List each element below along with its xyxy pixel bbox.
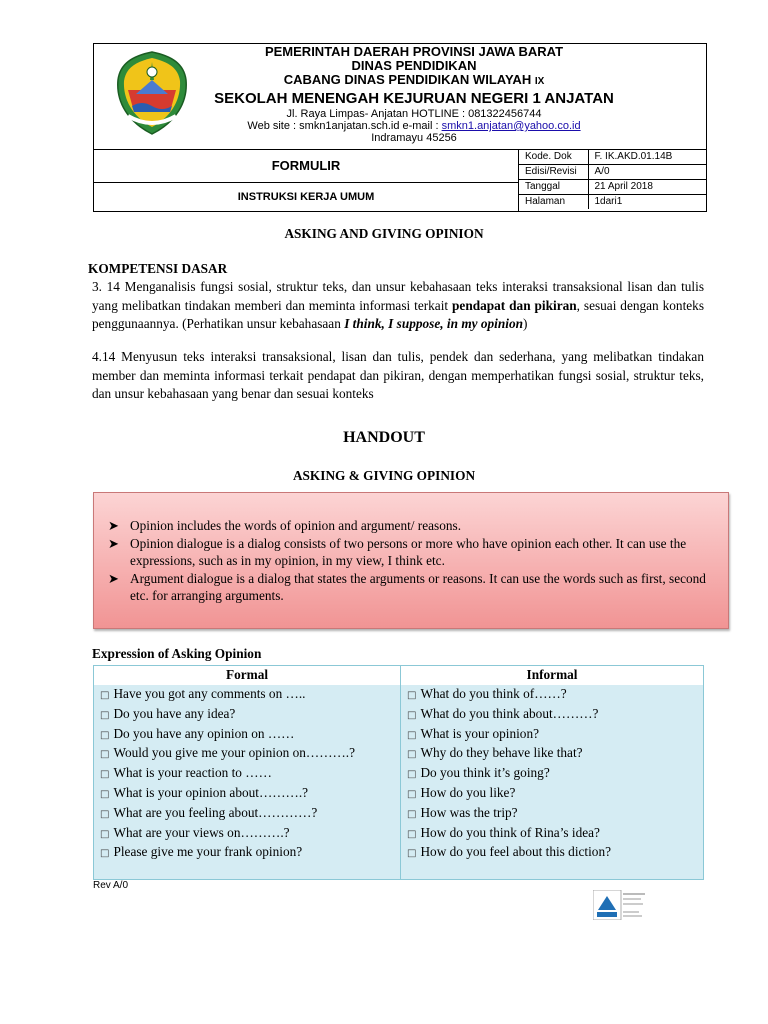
checkbox-glyph-icon: □: [407, 749, 417, 761]
handout-title: HANDOUT: [343, 429, 425, 446]
table-row: [407, 705, 611, 725]
kd-paragraph-2: 4.14 Menyusun teks interaksi transaksional, lisan dan tulis, pendek dan sederhana, yang melibatkan tindakan member dan meminta informasi terkait pendapat dan pikiran, dengan memperhatikan fungsi sosial, struktur teks, dan unsur kebahasaan yang benar dan sesuai konteks: [92, 349, 704, 401]
document-header: [93, 43, 707, 212]
checkbox-glyph-icon: □: [407, 848, 417, 860]
meta-row: [519, 194, 706, 209]
school-city: Indramayu 45256: [371, 132, 457, 144]
form-type-label: FORMULIR: [94, 149, 519, 183]
checkbox-glyph-icon: □: [407, 788, 417, 800]
table-row: [100, 784, 355, 804]
table-row: [407, 784, 611, 804]
informal-expression: Do you think it’s going?: [420, 765, 550, 781]
gov-line-2: DINAS PENDIDIKAN: [351, 58, 477, 73]
checkbox-glyph-icon: □: [407, 828, 417, 840]
table-header: [94, 666, 703, 686]
informal-expression: How was the trip?: [420, 804, 518, 820]
kd1-text-c: , sesuai dengan konteks penggunaannya. (Perhatikan unsur kebahasaan: [92, 297, 704, 331]
checkbox-glyph-icon: □: [100, 848, 110, 860]
table-body: [94, 685, 703, 879]
list-item: [104, 517, 709, 535]
document-title: ASKING AND GIVING OPINION: [284, 226, 484, 241]
west-java-emblem-icon: [114, 50, 190, 136]
gov-line-3-suffix: IX: [534, 76, 545, 87]
column-divider: [400, 666, 401, 685]
meta-row: [519, 164, 706, 179]
checkbox-glyph-icon: □: [100, 709, 110, 721]
checkbox-glyph-icon: □: [407, 690, 417, 701]
checkbox-glyph-icon: □: [100, 749, 110, 761]
formal-expression: Please give me your frank opinion?: [113, 844, 303, 860]
formal-expression: What is your reaction to ……: [113, 765, 272, 781]
list-item: [104, 570, 709, 605]
checkbox-glyph-icon: □: [100, 788, 110, 800]
informal-expression: How do you like?: [420, 784, 516, 800]
definitions-box: [93, 492, 729, 629]
table-row: [100, 843, 355, 863]
table-row: [407, 725, 611, 745]
kd1-emphasis: I think, I suppose, in my opinion: [344, 316, 524, 331]
meta-key: Edisi/Revisi: [519, 164, 588, 179]
table-row: [407, 685, 611, 705]
bullet-text: Opinion includes the words of opinion and argument/ reasons.: [130, 518, 462, 533]
formal-expression: Would you give me your opinion on……….?: [113, 745, 356, 761]
formal-expression: Have you got any comments on …..: [113, 686, 306, 701]
handout-subtitle: ASKING & GIVING OPINION: [292, 468, 476, 483]
revision-label: Rev A/0: [93, 880, 129, 891]
gov-line-3-text: CABANG DINAS PENDIDIKAN WILAYAH: [283, 72, 532, 87]
table-row: [407, 843, 611, 863]
meta-value: 1dari1: [594, 196, 623, 208]
checkbox-glyph-icon: □: [407, 709, 417, 721]
bullet-text: Opinion dialogue is a dialog consists of two persons or more who have opinion each other. It can use the expressions, such as in my opinion, in my view, I think etc.: [130, 535, 687, 568]
table-row: [100, 744, 355, 764]
informal-expression: What do you think of……?: [420, 686, 567, 701]
formal-expression: What are your views on……….?: [113, 824, 290, 840]
checkbox-glyph-icon: □: [100, 729, 110, 741]
formal-expression: Do you have any idea?: [113, 705, 236, 721]
informal-column-header: Informal: [526, 667, 578, 682]
column-divider: [400, 685, 401, 879]
table-row: [407, 824, 611, 844]
table-row: [407, 764, 611, 784]
table-row: [407, 744, 611, 764]
gov-line-3: [204, 73, 624, 89]
meta-value: A/0: [588, 164, 706, 179]
instruction-label: INSTRUKSI KERJA UMUM: [94, 183, 519, 211]
formal-column: [100, 685, 355, 863]
expressions-table: [93, 665, 704, 880]
meta-key: Kode. Dok: [519, 149, 588, 164]
email-link[interactable]: smkn1.anjatan@yahoo.co.id: [441, 120, 581, 132]
formal-column-header: Formal: [225, 667, 269, 682]
meta-row: [519, 149, 706, 164]
institution-block: [204, 44, 624, 144]
arrow-bullet-icon: ➤: [108, 535, 119, 551]
table-row: [100, 824, 355, 844]
formal-expression: What is your opinion about……….?: [113, 784, 309, 800]
informal-column: [407, 685, 611, 863]
kd-paragraph-1: [92, 278, 704, 334]
formal-expression: What are you feeling about…………?: [113, 804, 318, 820]
header-top: [94, 44, 706, 150]
informal-expression: Why do they behave like that?: [420, 745, 583, 761]
table-row: [100, 685, 355, 705]
doc-meta-table: [519, 149, 706, 209]
school-name: SEKOLAH MENENGAH KEJURUAN NEGERI 1 ANJATAN: [214, 90, 614, 107]
informal-expression: How do you think of Rina’s idea?: [420, 824, 600, 840]
kd-heading: KOMPETENSI DASAR: [88, 261, 228, 276]
informal-expression: How do you feel about this diction?: [420, 844, 612, 860]
arrow-bullet-icon: ➤: [108, 570, 119, 586]
table-row: [100, 764, 355, 784]
school-contact: [204, 120, 624, 132]
checkbox-glyph-icon: □: [100, 808, 110, 820]
gov-line-1: PEMERINTAH DAERAH PROVINSI JAWA BARAT: [264, 44, 564, 59]
table-row: [100, 705, 355, 725]
definitions-list: [104, 517, 709, 605]
checkbox-glyph-icon: □: [407, 769, 417, 781]
informal-expression: What do you think about………?: [420, 705, 599, 721]
website-text: Web site : smkn1anjatan.sch.id e-mail :: [247, 120, 442, 132]
kd1-bold: pendapat dan pikiran: [452, 297, 577, 313]
table-row: [407, 804, 611, 824]
checkbox-glyph-icon: □: [100, 769, 110, 781]
informal-expression: What is your opinion?: [420, 725, 539, 741]
checkbox-glyph-icon: □: [100, 690, 110, 701]
kd1-text-e: ): [523, 316, 528, 331]
checkbox-glyph-icon: □: [407, 729, 417, 741]
table-row: [100, 725, 355, 745]
formal-expression: Do you have any opinion on ……: [113, 725, 295, 741]
school-address: Jl. Raya Limpas- Anjatan HOTLINE : 081322456744: [286, 108, 542, 120]
meta-key: Halaman: [519, 194, 588, 209]
arrow-bullet-icon: ➤: [108, 518, 119, 533]
checkbox-glyph-icon: □: [100, 828, 110, 840]
meta-key: Tanggal: [519, 179, 588, 194]
list-item: [104, 535, 709, 570]
certification-badge-icon: [593, 890, 648, 920]
checkbox-glyph-icon: □: [407, 808, 417, 820]
kd1-text-a: 3. 14 Menganalisis fungsi sosial, struktur teks, dan unsur kebahasaan teks interaksi transaksional lisan dan tulis yang melibatkan tindakan memberi dan meminta informasi terkait: [92, 279, 704, 313]
table-row: [100, 804, 355, 824]
expressions-heading: Expression of Asking Opinion: [92, 646, 262, 661]
meta-value: 21 April 2018: [588, 179, 706, 194]
form-meta: [94, 149, 706, 211]
bullet-text: Argument dialogue is a dialog that states the arguments or reasons. It can use the words such as first, second etc. for arranging arguments.: [130, 570, 706, 603]
meta-value: F. IK.AKD.01.14B: [588, 149, 706, 164]
meta-row: [519, 179, 706, 194]
